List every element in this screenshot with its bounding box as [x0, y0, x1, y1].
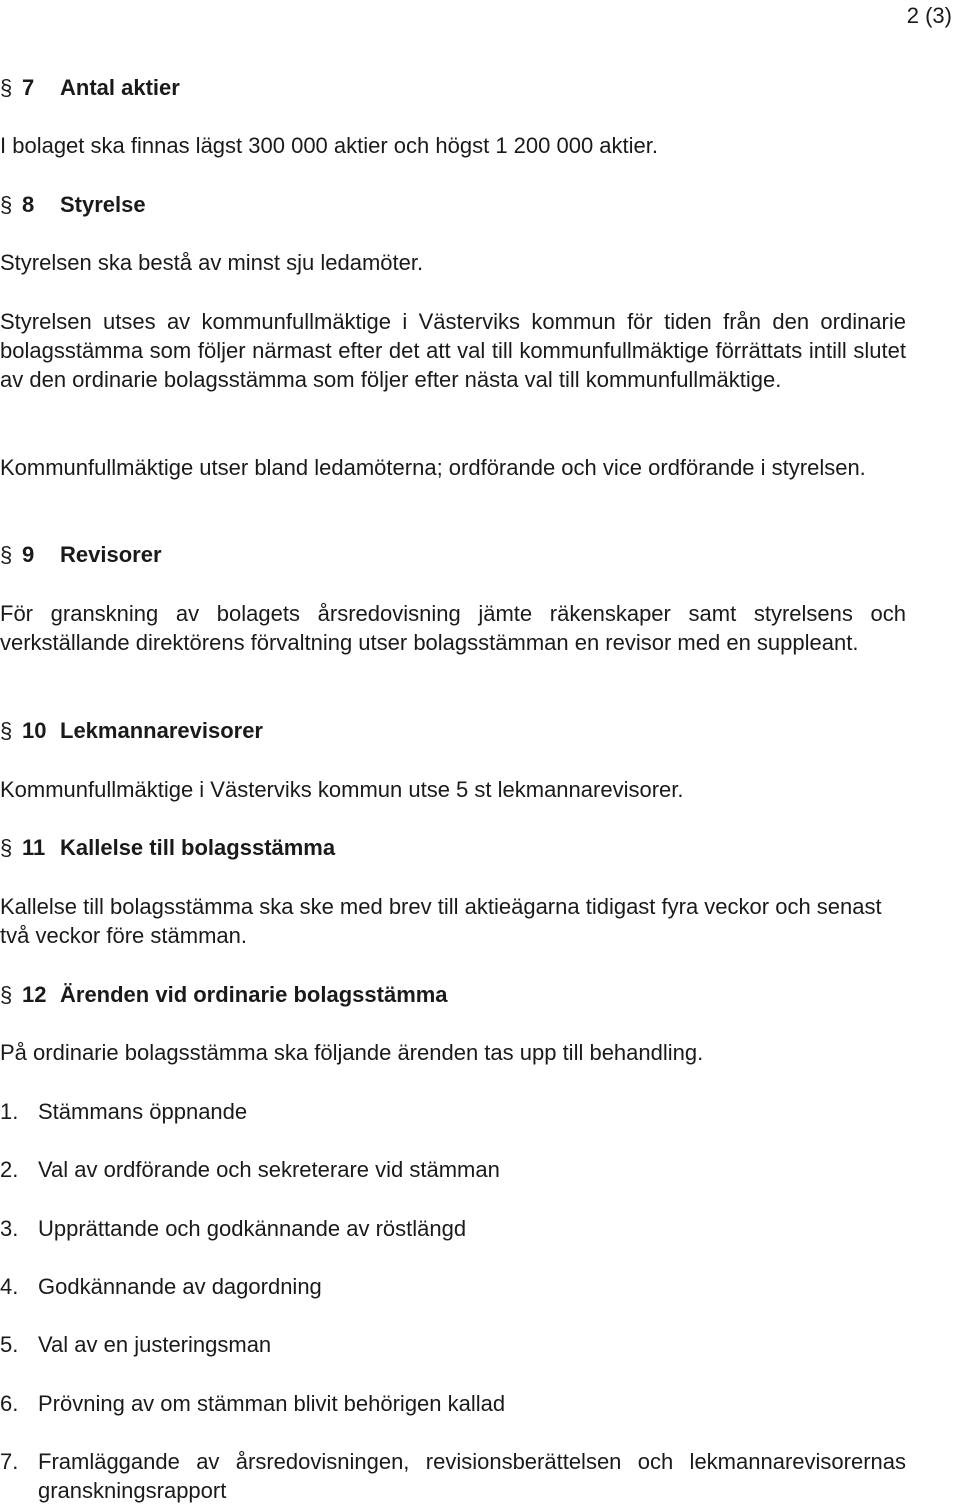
list-item-number: 2. — [0, 1157, 19, 1182]
section-symbol: § — [0, 718, 13, 743]
section-12-heading — [0, 980, 906, 1009]
section-number: 10 — [22, 718, 47, 743]
list-item-text: Framläggande av årsredovisningen, revisionsberättelsen och lekmannarevisorernas granskningsrapport — [38, 1449, 906, 1503]
list-item — [0, 1330, 906, 1359]
section-8-paragraph-3: Kommunfullmäktige utser bland ledamöterna; ordförande och vice ordförande i styrelsen. — [0, 455, 866, 480]
list-item — [0, 1214, 906, 1243]
list-item-text: Godkännande av dagordning — [38, 1274, 322, 1299]
section-symbol: § — [0, 192, 13, 217]
section-symbol: § — [0, 982, 13, 1007]
list-item — [0, 1097, 906, 1126]
section-9-paragraph-1: För granskning av bolagets årsredovisning jämte räkenskaper samt styrelsens och verkställande direktörens förvaltning utser bolagsstämman en revisor med en suppleant. — [0, 601, 906, 655]
section-10-paragraph-1: Kommunfullmäktige i Västerviks kommun utse 5 st lekmannarevisorer. — [0, 777, 684, 802]
section-symbol: § — [0, 835, 13, 860]
section-symbol: § — [0, 542, 13, 567]
list-item — [0, 1272, 906, 1301]
section-8-paragraph-1: Styrelsen ska bestå av minst sju ledamöter. — [0, 250, 424, 275]
section-title: Lekmannarevisorer — [60, 718, 263, 743]
section-title: Styrelse — [60, 192, 146, 217]
section-title: Antal aktier — [60, 75, 180, 100]
section-number: 7 — [22, 75, 35, 100]
list-item-text: Prövning av om stämman blivit behörigen kallad — [38, 1391, 506, 1416]
list-item-number: 7. — [0, 1449, 19, 1474]
section-title: Revisorer — [60, 542, 162, 567]
section-8-heading — [0, 190, 906, 219]
list-item-text: Val av en justeringsman — [38, 1332, 272, 1357]
section-7-heading — [0, 73, 906, 102]
section-12-paragraph-1: På ordinarie bolagsstämma ska följande ärenden tas upp till behandling. — [0, 1040, 704, 1065]
section-10-heading — [0, 716, 906, 745]
list-item-number: 3. — [0, 1216, 19, 1241]
list-item — [0, 1389, 906, 1418]
section-number: 9 — [22, 542, 35, 567]
list-item-number: 6. — [0, 1391, 19, 1416]
section-symbol: § — [0, 75, 13, 100]
list-item-text: Val av ordförande och sekreterare vid stämman — [38, 1157, 500, 1182]
list-item-number: 5. — [0, 1332, 19, 1357]
list-item-text: Upprättande och godkännande av röstlängd — [38, 1216, 467, 1241]
section-number: 12 — [22, 982, 47, 1007]
section-7-paragraph-1: I bolaget ska finnas lägst 300 000 aktier och högst 1 200 000 aktier. — [0, 133, 659, 158]
list-item-text: Stämmans öppnande — [38, 1099, 248, 1124]
list-item — [0, 1155, 906, 1184]
list-item-number: 1. — [0, 1099, 19, 1124]
section-8-paragraph-2: Styrelsen utses av kommunfullmäktige i Västerviks kommun för tiden från den ordinarie bolagsstämma som följer närmast efter det att val till kommunfullmäktige förrättats intill slutet av den ordinarie bolagsstämma som följer efter nästa val till kommunfullmäktige. — [0, 309, 906, 392]
section-number: 11 — [22, 835, 46, 860]
section-number: 8 — [22, 192, 35, 217]
list-item-number: 4. — [0, 1274, 19, 1299]
section-11-heading — [0, 833, 906, 862]
section-9-heading — [0, 540, 906, 569]
section-title: Kallelse till bolagsstämma — [60, 835, 336, 860]
section-11-paragraph-1: Kallelse till bolagsstämma ska ske med brev till aktieägarna tidigast fyra veckor och senast två veckor före stämman. — [0, 894, 882, 948]
page-number: 2 (3) — [906, 3, 952, 28]
section-title: Ärenden vid ordinarie bolagsstämma — [60, 982, 448, 1007]
list-item — [0, 1447, 906, 1505]
